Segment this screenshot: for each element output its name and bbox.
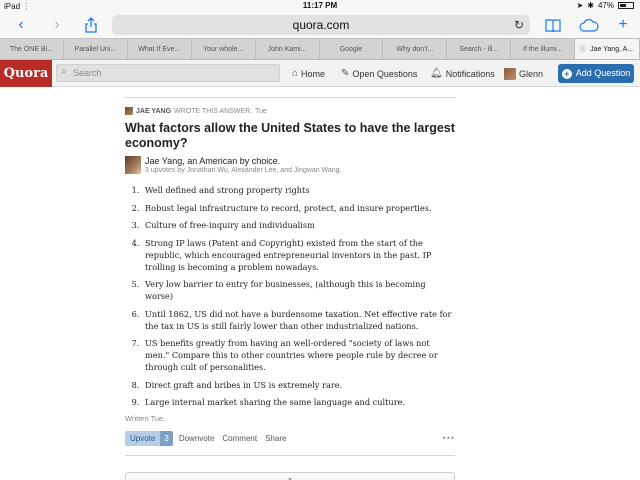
avatar: [504, 68, 516, 80]
browser-tab[interactable]: What If Eve...: [128, 39, 192, 59]
pencil-icon: ✎: [341, 68, 350, 79]
list-item: 5. Very low barrier to entry for businesses, (although this is becoming worse): [142, 278, 455, 302]
divider: [125, 97, 455, 98]
nav-notifications-label: Notifications: [445, 68, 495, 79]
browser-tab[interactable]: John Kami...: [256, 39, 320, 59]
close-tab-icon[interactable]: ⓧ: [579, 46, 587, 53]
list-item: 8. Direct graft and bribes in US is extremely rare.: [142, 379, 455, 391]
list-item: 4. Strong IP laws (Patent and Copyright) existed from the start of the republic, which encouraged entrepreneurial inventors in the past. IP trolling is becoming a problem nowadays.: [142, 237, 455, 273]
nav-open-questions[interactable]: [341, 60, 417, 87]
share-button[interactable]: Share: [265, 433, 287, 443]
nav-home-label: Home: [301, 68, 326, 79]
tab-strip: [0, 38, 640, 60]
wifi-icon: ︙: [22, 2, 31, 11]
share-icon[interactable]: [80, 15, 102, 35]
device-label: iPad: [4, 2, 21, 11]
browser-tab-active[interactable]: [575, 39, 640, 59]
forward-icon[interactable]: ›: [54, 16, 60, 33]
plus-icon: +: [562, 69, 572, 79]
written-date: Written Tue.: [125, 414, 166, 423]
author-credential[interactable]: Jae Yang, an American by choice.: [145, 156, 281, 166]
location-icon: ➤: [576, 1, 584, 10]
status-right: [577, 1, 634, 10]
upvote-button[interactable]: [125, 431, 173, 446]
upvote-label: Upvote: [125, 431, 160, 446]
author-avatar[interactable]: [125, 156, 141, 174]
downvote-button[interactable]: Downvote: [178, 433, 215, 443]
quora-header: [0, 60, 640, 87]
byline-text: WROTE THIS ANSWER.: [174, 107, 253, 115]
nav-user-label: Glenn: [519, 68, 544, 79]
browser-tab[interactable]: Why don't...: [383, 39, 447, 59]
bell-icon: 🔔︎: [430, 68, 443, 79]
answer-list: [125, 184, 455, 408]
new-tab-icon[interactable]: +: [618, 16, 628, 33]
list-item: 6. Until 1862, US did not have a burdensome taxation. Net effective rate for the tax in US is still fairly lower than other industrialized nations.: [142, 308, 455, 332]
reload-icon[interactable]: ↻: [513, 18, 524, 32]
upvote-count: 3: [160, 431, 172, 446]
author-mini-avatar: [125, 107, 133, 115]
browser-tab[interactable]: If the illumi...: [511, 39, 575, 59]
status-bar: [0, 0, 640, 12]
list-item: 9. Large internal market sharing the same language and culture.: [142, 396, 455, 408]
add-question-label: Add Question: [575, 68, 631, 78]
nav-notifications[interactable]: [430, 60, 495, 87]
byline-time: Tue: [255, 107, 267, 115]
list-item: 3. Culture of free-inquiry and individualism: [142, 219, 455, 231]
browser-tab[interactable]: Search - ill...: [447, 39, 511, 59]
search-box[interactable]: [56, 64, 280, 82]
search-input[interactable]: [73, 65, 273, 81]
comment-button[interactable]: Comment: [222, 433, 258, 443]
active-tab-label: Jae Yang, A...: [590, 46, 634, 53]
back-icon[interactable]: ‹: [18, 16, 24, 33]
browser-toolbar: [0, 12, 640, 38]
answer-card: [125, 97, 455, 456]
status-time: 11:17 PM: [302, 1, 338, 10]
list-item: 7. US benefits greatly from having an well-ordered "society of laws not men." Compare this to other countries where people rule by decree or through cult of personalities.: [142, 337, 455, 373]
nav-open-questions-label: Open Questions: [352, 68, 418, 79]
bluetooth-icon: ✱: [587, 1, 594, 10]
list-item: 2. Robust legal infrastructure to record, protect, and insure properties.: [142, 202, 455, 214]
nav-user[interactable]: [504, 60, 543, 87]
nav-home[interactable]: [292, 60, 325, 87]
upvoters-line[interactable]: 3 upvotes by Jonathan Wu, Alexander Lee, and Jingwan Wang.: [145, 167, 342, 174]
browser-tab[interactable]: Google: [320, 39, 384, 59]
browser-tab[interactable]: Your whole...: [192, 39, 256, 59]
quora-logo[interactable]: Quora: [0, 60, 52, 87]
answer-byline: [125, 106, 455, 116]
address-bar[interactable]: [112, 15, 530, 35]
action-bar: [125, 430, 455, 446]
byline-author[interactable]: JAE YANG: [136, 107, 172, 115]
browser-tab[interactable]: The ONE Bi...: [0, 39, 64, 59]
add-question-button[interactable]: [558, 64, 634, 83]
author-block: [125, 156, 455, 176]
url-text: quora.com: [292, 18, 350, 32]
search-icon: ⌕: [61, 66, 67, 77]
home-icon: ⌂: [292, 68, 299, 79]
question-title[interactable]: What factors allow the United States to have the largest economy?: [125, 121, 455, 150]
divider: [125, 455, 455, 456]
battery-percent: 47%: [597, 1, 614, 10]
list-item: 1. Well defined and strong property rights: [142, 184, 455, 196]
battery-icon: [618, 2, 634, 9]
next-card-collapsed[interactable]: [125, 472, 455, 480]
chevron-down-icon: ⌄: [286, 473, 294, 480]
more-options-icon[interactable]: •••: [442, 433, 455, 443]
bookmarks-icon[interactable]: [542, 15, 564, 35]
icloud-tabs-icon[interactable]: [578, 15, 600, 35]
browser-tab[interactable]: Parallel Uni...: [64, 39, 128, 59]
